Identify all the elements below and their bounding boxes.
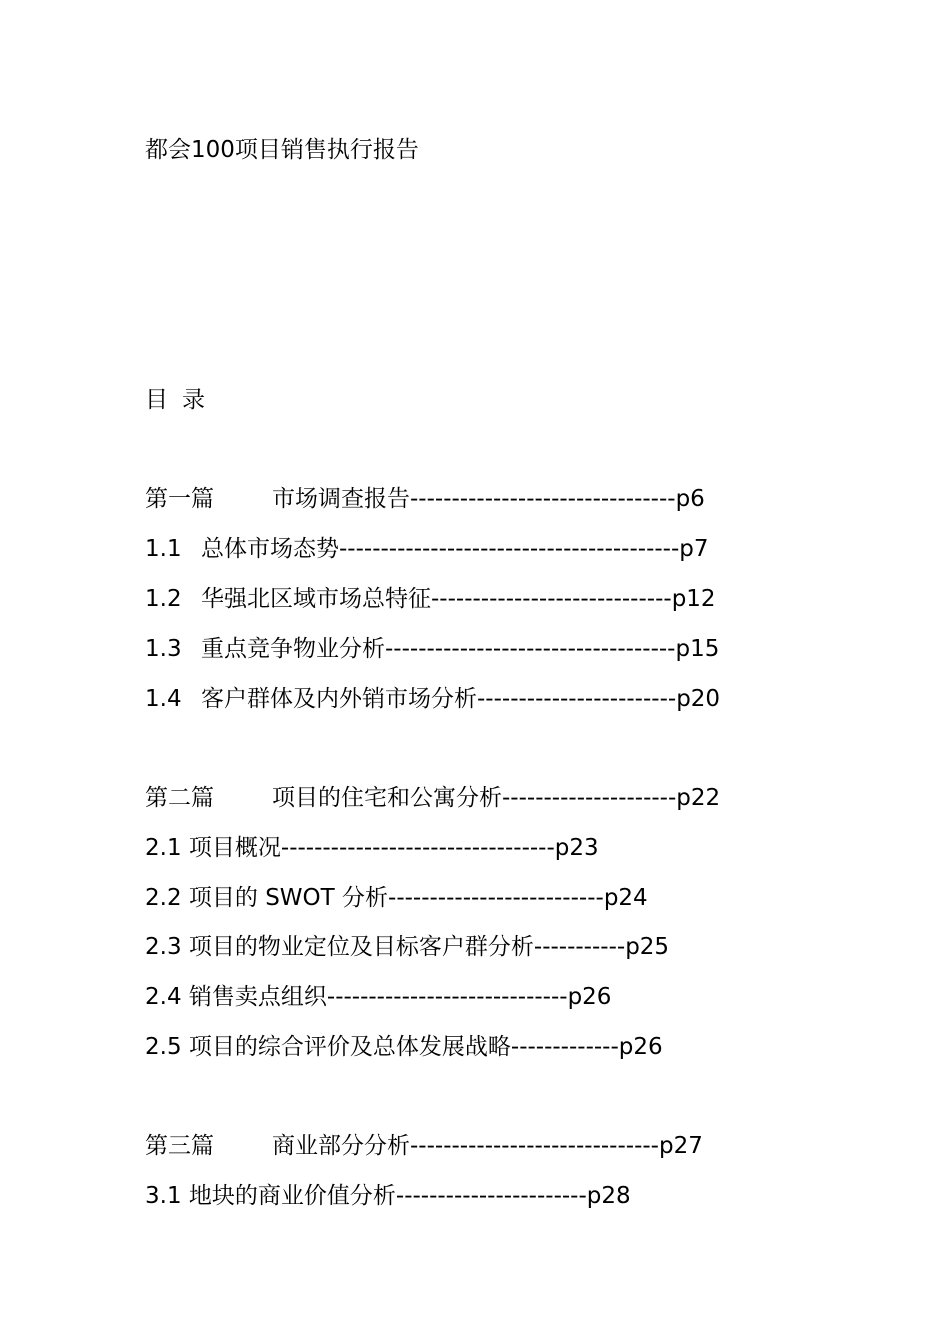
toc-item	[145, 634, 719, 664]
toc-item	[145, 883, 648, 913]
toc-heading-char-1: 目	[145, 387, 168, 413]
toc-heading	[145, 385, 205, 415]
toc-part-1	[145, 484, 705, 514]
toc-item	[145, 684, 720, 714]
toc-item-title: 2.4 销售卖点组织	[145, 984, 327, 1010]
toc-item-title: 2.1 项目概况	[145, 835, 281, 861]
toc-item	[145, 1181, 631, 1211]
toc-item-title: 重点竞争物业分析	[201, 636, 385, 662]
toc-part-title: 市场调查报告	[272, 486, 410, 512]
toc-page-number: p7	[679, 536, 709, 562]
toc-leader: -------------	[510, 1034, 619, 1060]
toc-leader: ------------------------	[477, 686, 677, 712]
toc-leader: -----------------------	[395, 1183, 587, 1209]
document-title	[145, 135, 419, 165]
toc-leader: --------------------------------	[410, 486, 676, 512]
toc-item-title: 3.1 地块的商业价值分析	[145, 1183, 396, 1209]
toc-part-title: 商业部分分析	[272, 1133, 410, 1159]
toc-heading-char-2: 录	[182, 387, 205, 413]
toc-page-number: p25	[625, 934, 670, 960]
toc-leader: -----------------------------	[326, 984, 568, 1010]
toc-page-number: p26	[567, 984, 612, 1010]
toc-leader: ---------------------------------	[280, 835, 555, 861]
toc-item-title: 华强北区域市场总特征	[201, 586, 431, 612]
toc-leader: ---------------------	[502, 785, 677, 811]
toc-leader: ------------------------------	[410, 1133, 659, 1159]
toc-leader: -----------	[533, 934, 626, 960]
toc-part-title: 项目的住宅和公寓分析	[272, 785, 502, 811]
toc-part-2	[145, 783, 720, 813]
toc-item-number: 1.4	[145, 686, 182, 712]
document-title-text: 都会100项目销售执行报告	[145, 137, 419, 163]
toc-item-title: 2.5 项目的综合评价及总体发展战略	[145, 1034, 511, 1060]
toc-item	[145, 534, 709, 564]
toc-page-number: p22	[676, 785, 721, 811]
toc-item	[145, 584, 716, 614]
toc-page-number: p12	[671, 586, 716, 612]
toc-page-number: p27	[658, 1133, 703, 1159]
toc-page-number: p28	[586, 1183, 631, 1209]
toc-item-title: 2.3 项目的物业定位及目标客户群分析	[145, 934, 534, 960]
toc-item-title: 总体市场态势	[201, 536, 339, 562]
toc-part-label: 第二篇	[145, 785, 214, 811]
toc-leader: -----------------------------------	[385, 636, 676, 662]
toc-item	[145, 932, 669, 962]
toc-item-number: 1.2	[145, 586, 182, 612]
toc-page-number: p20	[676, 686, 721, 712]
toc-page-number: p24	[603, 885, 648, 911]
toc-item	[145, 982, 611, 1012]
toc-page-number: p26	[618, 1034, 663, 1060]
toc-page-number: p15	[675, 636, 720, 662]
toc-leader: -----------------------------	[431, 586, 672, 612]
toc-item	[145, 833, 599, 863]
toc-leader: --------------------------	[388, 885, 604, 911]
toc-item	[145, 1032, 663, 1062]
toc-item-number: 1.3	[145, 636, 182, 662]
toc-item-title: 2.2 项目的 SWOT 分析	[145, 885, 389, 911]
toc-item-number: 1.1	[145, 536, 182, 562]
toc-page-number: p6	[675, 486, 705, 512]
toc-leader: -----------------------------------------	[339, 536, 680, 562]
toc-part-3	[145, 1131, 703, 1161]
toc-part-label: 第一篇	[145, 486, 214, 512]
toc-part-label: 第三篇	[145, 1133, 214, 1159]
toc-item-title: 客户群体及内外销市场分析	[201, 686, 477, 712]
toc-page-number: p23	[554, 835, 599, 861]
